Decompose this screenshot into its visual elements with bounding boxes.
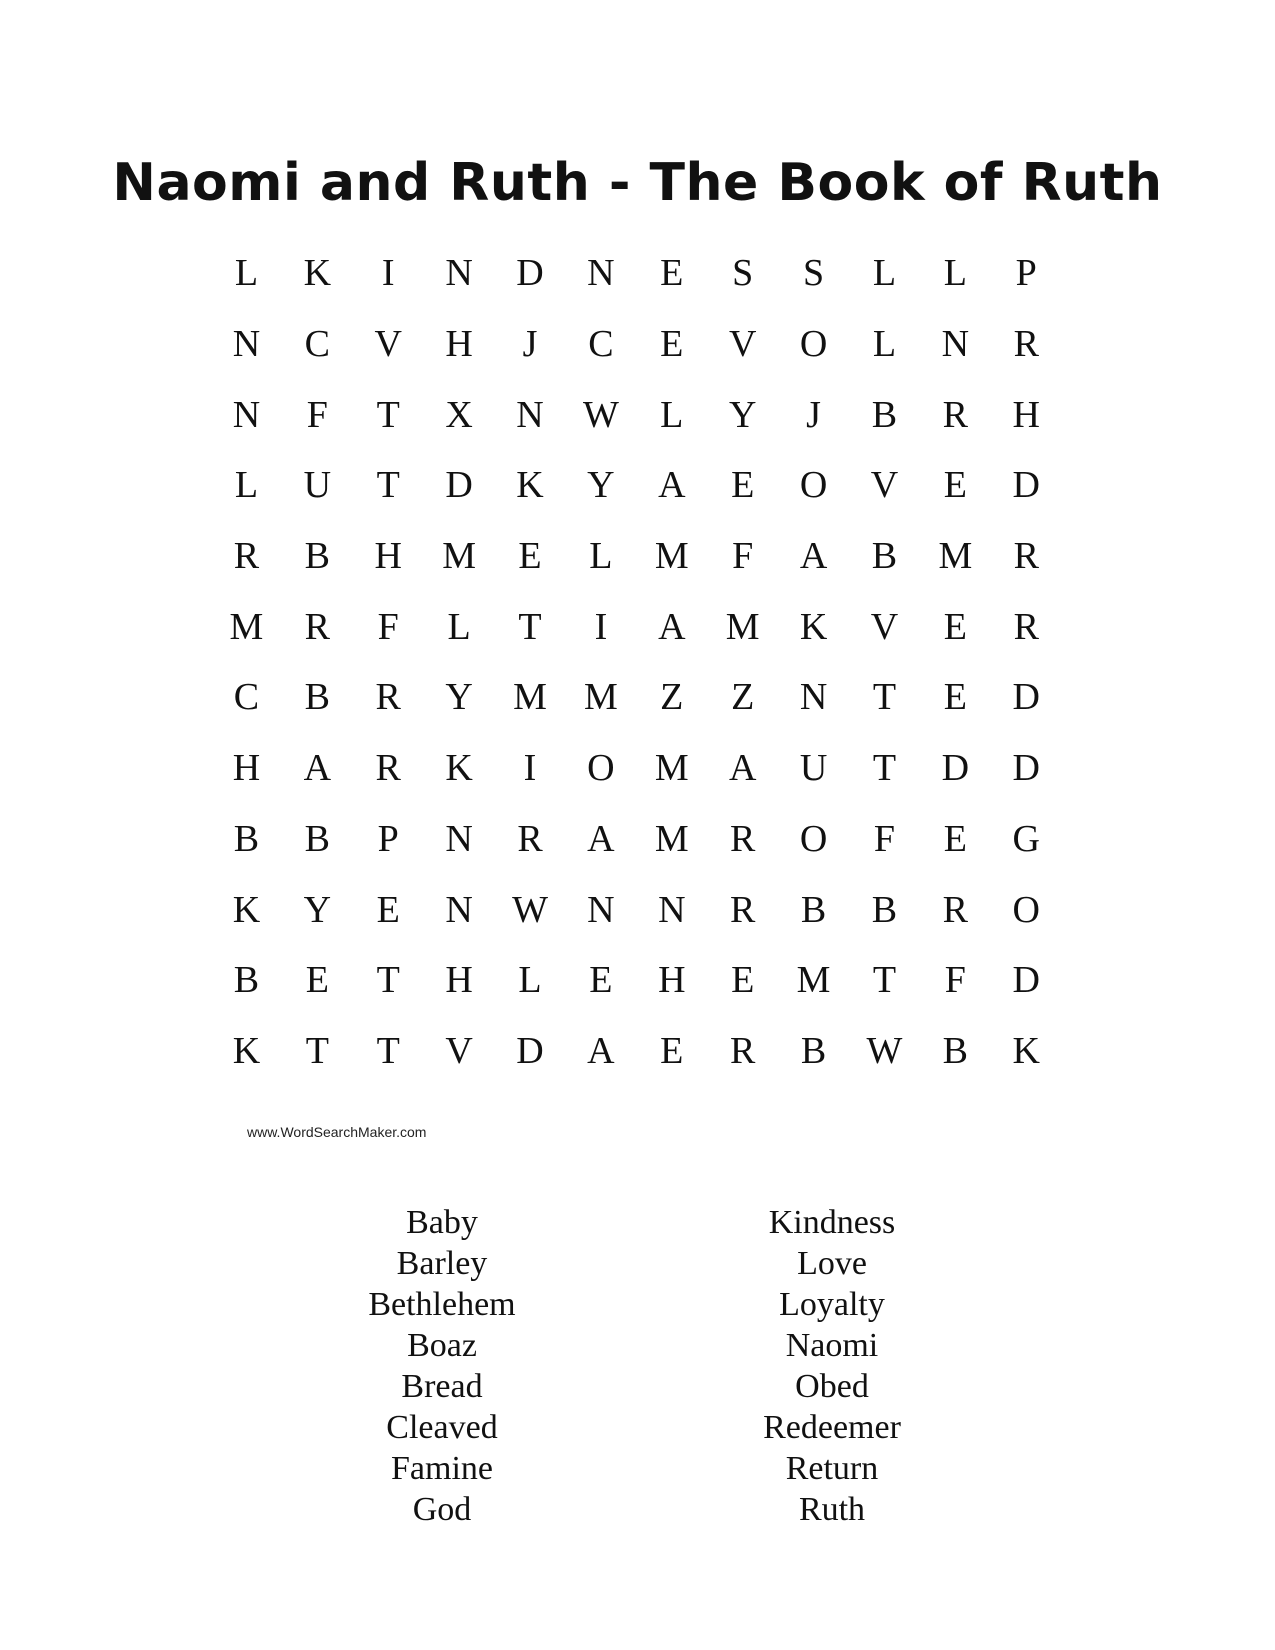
grid-letter: L	[589, 535, 613, 578]
grid-letter: L	[234, 464, 259, 507]
grid-letter: B	[233, 817, 260, 860]
grid-letter: E	[943, 605, 967, 648]
grid-letter: D	[516, 1029, 544, 1072]
grid-letter: K	[1012, 1029, 1040, 1072]
grid-letter: T	[872, 747, 897, 790]
grid-letter: M	[584, 676, 618, 719]
grid-letter: R	[233, 535, 260, 578]
grid-letter: K	[303, 252, 332, 295]
grid-letter: K	[232, 888, 261, 931]
word-list-item: Famine	[391, 1450, 493, 1487]
grid-letter: W	[582, 393, 619, 436]
grid-letter: R	[375, 747, 401, 790]
word-list-item: Obed	[795, 1368, 869, 1405]
grid-letter: B	[942, 1029, 969, 1072]
grid-letter: B	[233, 959, 260, 1002]
grid-letter: E	[943, 464, 967, 507]
word-list-item: Return	[785, 1450, 879, 1487]
grid-letter: R	[1013, 605, 1039, 648]
grid-letter: V	[374, 323, 402, 366]
grid-letter: F	[944, 959, 966, 1002]
grid-letter: B	[304, 535, 331, 578]
grid-letter: K	[445, 747, 473, 790]
grid-letter: O	[587, 747, 615, 790]
grid-letter: R	[1013, 535, 1039, 578]
grid-letter: J	[806, 393, 821, 436]
grid-letter: D	[1012, 464, 1040, 507]
grid-letter: N	[445, 888, 473, 931]
word-list-item: Naomi	[785, 1327, 879, 1364]
grid-letter: W	[512, 888, 548, 931]
grid-letter: A	[658, 605, 686, 648]
word-list-item: Cleaved	[386, 1409, 498, 1446]
grid-letter: O	[799, 817, 828, 860]
grid-letter: H	[1012, 393, 1040, 436]
grid-letter: T	[305, 1029, 329, 1072]
grid-letter: B	[871, 393, 898, 436]
grid-letter: O	[799, 464, 828, 507]
grid-letter: E	[660, 1029, 684, 1072]
word-list-item: Ruth	[798, 1491, 866, 1528]
word-list-item: God	[412, 1491, 472, 1528]
grid-letter: B	[304, 676, 331, 719]
grid-letter: U	[303, 464, 332, 507]
grid-letter: B	[800, 1029, 827, 1072]
grid-letter: D	[1012, 747, 1040, 790]
grid-letter: D	[1012, 676, 1040, 719]
grid-letter: T	[376, 393, 400, 436]
grid-letter: M	[229, 605, 264, 648]
word-list-left	[312, 1202, 572, 1530]
grid-letter: F	[873, 817, 896, 860]
grid-letter: A	[728, 747, 757, 790]
grid-letter: R	[375, 676, 401, 719]
word-list-item: Love	[797, 1245, 867, 1282]
grid-letter: E	[660, 323, 684, 366]
grid-letter: Z	[660, 676, 684, 719]
grid-letter: N	[587, 252, 615, 295]
grid-letter: M	[654, 817, 689, 860]
grid-letter: N	[658, 888, 686, 931]
grid-letter: P	[1015, 252, 1037, 295]
grid-letter: A	[658, 464, 686, 507]
grid-letter: E	[943, 676, 967, 719]
grid-letter: R	[942, 888, 969, 931]
grid-letter: H	[658, 959, 686, 1002]
grid-letter: V	[728, 323, 757, 366]
grid-letter: Y	[445, 676, 473, 719]
page-title: Naomi and Ruth - The Book of Ruth	[112, 152, 1163, 213]
grid-letter: N	[516, 393, 544, 436]
grid-letter: O	[1012, 888, 1040, 931]
grid-letter: F	[306, 393, 328, 436]
grid-letter: L	[660, 393, 684, 436]
grid-letter: C	[304, 323, 331, 366]
grid-letter: R	[942, 393, 969, 436]
grid-letter: H	[232, 747, 261, 790]
grid-letter: T	[518, 605, 542, 648]
grid-letter: N	[941, 323, 970, 366]
letter-grid	[211, 238, 1062, 1086]
grid-letter: M	[654, 747, 689, 790]
grid-letter: F	[732, 535, 754, 578]
word-list-item: Baby	[406, 1204, 478, 1241]
grid-letter: A	[799, 535, 828, 578]
grid-letter: K	[516, 464, 544, 507]
word-list-right	[702, 1202, 962, 1530]
grid-letter: A	[587, 817, 615, 860]
grid-letter: G	[1012, 817, 1040, 860]
grid-letter: V	[445, 1029, 473, 1072]
word-list-item: Loyalty	[779, 1286, 885, 1323]
grid-letter: A	[303, 747, 332, 790]
grid-letter: T	[376, 959, 400, 1002]
grid-letter: Z	[731, 676, 755, 719]
grid-letter: Y	[728, 393, 757, 436]
grid-letter: I	[594, 605, 608, 648]
grid-letter: T	[872, 676, 897, 719]
grid-letter: F	[377, 605, 399, 648]
grid-letter: P	[377, 817, 399, 860]
grid-letter: C	[233, 676, 260, 719]
grid-letter: V	[870, 605, 899, 648]
grid-letter: N	[445, 817, 473, 860]
grid-letter: E	[731, 464, 755, 507]
grid-letter: O	[799, 323, 828, 366]
grid-letter: M	[442, 535, 477, 578]
grid-letter: J	[522, 323, 538, 366]
grid-letter: S	[732, 252, 754, 295]
grid-letter: H	[374, 535, 402, 578]
grid-letter: L	[518, 959, 542, 1002]
grid-letter: B	[871, 888, 898, 931]
grid-letter: C	[588, 323, 614, 366]
grid-letter: H	[445, 959, 473, 1002]
word-list-item: Boaz	[407, 1327, 477, 1364]
grid-letter: Y	[303, 888, 332, 931]
grid-letter: A	[587, 1029, 615, 1072]
grid-letter: M	[796, 959, 831, 1002]
grid-letter: D	[445, 464, 473, 507]
grid-letter: R	[730, 888, 756, 931]
grid-letter: M	[938, 535, 973, 578]
grid-letter: E	[731, 959, 755, 1002]
grid-letter: E	[589, 959, 613, 1002]
grid-letter: E	[376, 888, 400, 931]
word-list-item: Kindness	[768, 1204, 896, 1241]
grid-letter: E	[518, 535, 542, 578]
grid-letter: M	[654, 535, 689, 578]
grid-letter: D	[941, 747, 970, 790]
grid-letter: L	[447, 605, 471, 648]
grid-letter: L	[872, 323, 897, 366]
grid-letter: D	[516, 252, 544, 295]
grid-letter: X	[445, 393, 473, 436]
grid-letter: Y	[587, 464, 615, 507]
grid-letter: T	[376, 1029, 400, 1072]
grid-letter: N	[232, 393, 261, 436]
grid-letter: R	[304, 605, 331, 648]
word-list-item: Redeemer	[763, 1409, 901, 1446]
grid-letter: L	[872, 252, 897, 295]
grid-letter: L	[234, 252, 259, 295]
grid-letter: K	[799, 605, 828, 648]
grid-letter: S	[803, 252, 825, 295]
grid-letter: M	[513, 676, 547, 719]
grid-letter: K	[232, 1029, 261, 1072]
grid-letter: E	[943, 817, 967, 860]
grid-letter: B	[304, 817, 331, 860]
source-credit: www.WordSearchMaker.com	[247, 1124, 427, 1140]
grid-letter: T	[872, 959, 897, 1002]
grid-letter: T	[376, 464, 400, 507]
grid-letter: N	[232, 323, 261, 366]
word-list-item: Barley	[396, 1245, 488, 1282]
grid-letter: V	[870, 464, 899, 507]
grid-letter: L	[943, 252, 967, 295]
word-list-item: Bread	[401, 1368, 483, 1405]
grid-letter: N	[445, 252, 473, 295]
grid-letter: I	[523, 747, 537, 790]
grid-letter: R	[1013, 323, 1039, 366]
grid-letter: E	[660, 252, 684, 295]
grid-letter: B	[800, 888, 827, 931]
grid-letter: N	[587, 888, 615, 931]
grid-letter: B	[871, 535, 898, 578]
grid-letter: H	[445, 323, 473, 366]
grid-letter: N	[799, 676, 828, 719]
grid-letter: I	[381, 252, 395, 295]
grid-letter: E	[305, 959, 329, 1002]
grid-letter: W	[866, 1029, 903, 1072]
grid-letter: D	[1012, 959, 1040, 1002]
grid-letter: R	[730, 817, 756, 860]
word-list-item: Bethlehem	[368, 1286, 516, 1323]
grid-letter: R	[517, 817, 543, 860]
grid-letter: M	[725, 605, 760, 648]
grid-letter: R	[730, 1029, 756, 1072]
grid-letter: U	[799, 747, 828, 790]
